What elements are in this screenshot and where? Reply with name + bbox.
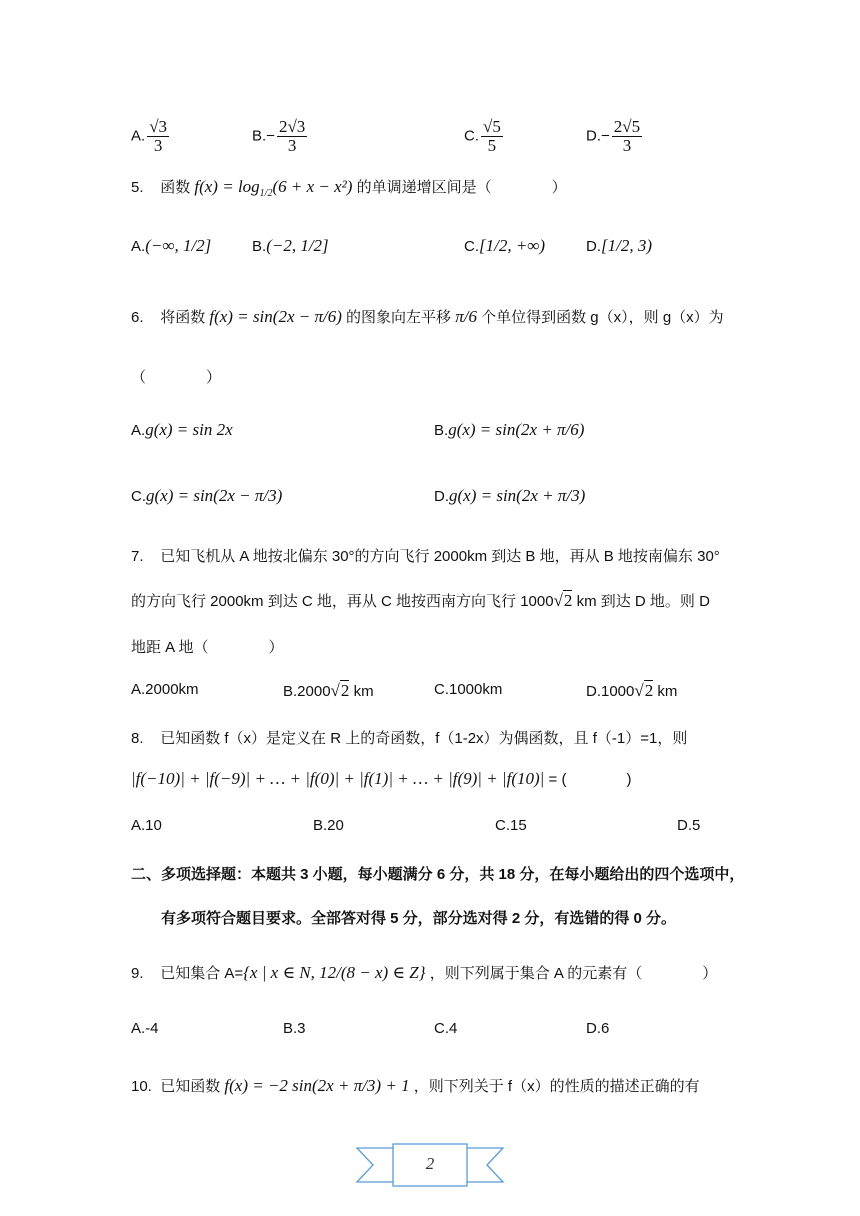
q4-option-d: D.− $\frac{2√5}{3}$ <box>586 117 641 155</box>
q9-option-a: A.-4 <box>131 1020 159 1037</box>
q9-stem: 9. 已知集合 A={x | x ∈ N, 12/(8 − x) ∈ Z} ，则下列属于集合 A 的元素有（ ） <box>131 963 718 982</box>
q5-function-expr: f(x) = log <box>194 177 260 196</box>
q4-option-c: C. $\frac{√5}{5}$ <box>464 117 501 155</box>
q5-number: 5. <box>131 179 144 196</box>
q7-option-b: B.2000√2 km <box>283 681 374 700</box>
q6-option-a: A.g(x) = sin 2x <box>131 420 233 439</box>
section2-heading-line1: 二、多项选择题：本题共 3 小题，每小题满分 6 分，共 18 分，在每小题给出的四个选项中， <box>131 866 745 883</box>
q5-option-d: D.[1/2, 3) <box>586 236 652 255</box>
q4-option-b: B.− $\frac{2√3}{3}$ <box>252 117 306 155</box>
section2-heading-line2: 有多项符合题目要求。全部答对得 5 分，部分选对得 2 分，有选错的得 0 分。 <box>161 910 677 927</box>
q8-stem-line2: |f(−10)| + |f(−9)| + … + |f(0)| + |f(1)| + … + |f(9)| + |f(10)| = ( ) <box>131 769 632 788</box>
q7-option-c: C.1000km <box>434 681 503 698</box>
q10-number: 10. <box>131 1078 152 1095</box>
q6-option-d: D.g(x) = sin(2x + π/3) <box>434 486 586 505</box>
q9-number: 9. <box>131 965 144 982</box>
q8-stem-line1: 8. 已知函数 f（x）是定义在 R 上的奇函数，f（1-2x）为偶函数，且 f（-1）=1，则 <box>131 730 688 747</box>
q6-function-expr: f(x) = sin(2x − π/6) <box>209 307 342 326</box>
q6-option-b: B.g(x) = sin(2x + π/6) <box>434 420 585 439</box>
q5-option-a: A.(−∞, 1/2] <box>131 236 212 255</box>
q9-option-c: C.4 <box>434 1020 458 1037</box>
q8-option-b: B.20 <box>313 817 344 834</box>
q9-option-d: D.6 <box>586 1020 610 1037</box>
q6-answer-paren: （ ） <box>131 369 222 386</box>
q7-option-a: A.2000km <box>131 681 199 698</box>
page-number: 2 <box>425 1154 435 1173</box>
q7-stem-line3: 地距 A 地（ ） <box>131 639 284 656</box>
page-number-ribbon <box>355 1140 505 1190</box>
q8-option-a: A.10 <box>131 817 162 834</box>
q7-stem-line1: 7. 已知飞机从 A 地按北偏东 30°的方向飞行 2000km 到达 B 地，再从 B 地按南偏东 30° <box>131 548 720 565</box>
q8-sum-expr: |f(−10)| + |f(−9)| + … + |f(0)| + |f(1)| + … + |f(9)| + |f(10)| <box>131 769 545 788</box>
q5-option-c: C.[1/2, +∞) <box>464 236 546 255</box>
q10-function-expr: f(x) = −2 sin(2x + π/3) + 1 <box>224 1076 410 1095</box>
q8-option-c: C.15 <box>495 817 527 834</box>
q6-number: 6. <box>131 309 144 326</box>
q8-option-d: D.5 <box>677 817 701 834</box>
q10-stem: 10. 已知函数 f(x) = −2 sin(2x + π/3) + 1 ，则下列关于 f（x）的性质的描述正确的有 <box>131 1076 700 1095</box>
q7-option-d: D.1000√2 km <box>586 681 678 700</box>
q7-stem-line2: 的方向飞行 2000km 到达 C 地，再从 C 地按西南方向飞行 1000√2 km 到达 D 地。则 D <box>131 591 710 610</box>
q5-stem: 5. 函数 $f(x) = \log_{1/2}(6 + x - x^2)$ 的单调递增区间是（ ） <box>131 177 567 199</box>
q8-number: 8. <box>131 730 144 747</box>
q5-option-b: B.(−2, 1/2] <box>252 236 329 255</box>
q6-option-c: C.g(x) = sin(2x − π/3) <box>131 486 283 505</box>
q4-option-a: A. $\frac{√3}{3}$ <box>131 117 168 155</box>
q7-number: 7. <box>131 548 144 565</box>
q6-stem: 6. 将函数 f(x) = sin(2x − π/6) 的图象向左平移 π/6 个单位得到函数 g（x），则 g（x）为 <box>131 307 724 326</box>
q9-option-b: B.3 <box>283 1020 306 1037</box>
q9-set-expr: {x | x ∈ N, 12/(8 − x) ∈ Z} <box>243 963 426 982</box>
